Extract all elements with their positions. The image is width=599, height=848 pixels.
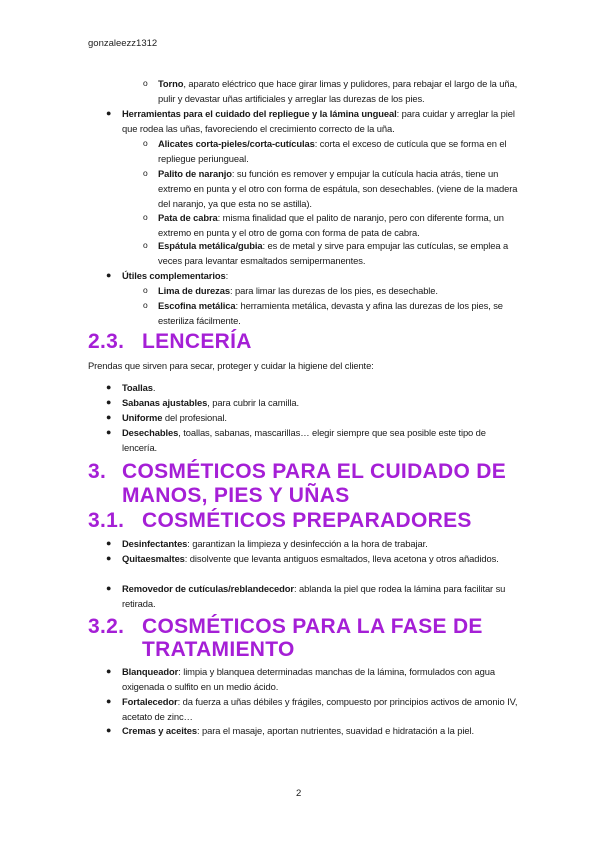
section-heading-3-2: 3.2. COSMÉTICOS PARA LA FASE DE TRATAMIENTO: [88, 615, 483, 661]
bullet-icon: ●: [106, 583, 112, 593]
bullet-icon: ●: [106, 553, 112, 563]
section-heading-3: 3. COSMÉTICOS PARA EL CUIDADO DE MANOS, PIES Y UÑAS: [88, 460, 507, 507]
author-username: gonzaleezz1312: [88, 38, 158, 49]
list-item: Desechables, toallas, sabanas, mascarillas… elegir siempre que sea posible este tipo de lencería.: [122, 427, 486, 453]
bullet-icon: ●: [106, 108, 112, 118]
circle-bullet-icon: o: [143, 138, 148, 148]
circle-bullet-icon: o: [143, 285, 148, 295]
list-item: Alicates corta-pieles/corta-cutículas: corta el exceso de cutícula que se forma en el repliegue periungueal.: [158, 138, 507, 164]
list-item: Espátula metálica/gubia: es de metal y sirve para empujar las cutículas, se emplea a veces para levantar esmaltados semipermanentes.: [158, 240, 509, 266]
bullet-icon: ●: [106, 270, 112, 280]
circle-bullet-icon: o: [143, 78, 148, 88]
bullet-icon: ●: [106, 696, 112, 706]
list-item: Quitaesmaltes: disolvente que levanta antiguos esmaltados, lleva acetona y otros añadidos.: [122, 553, 499, 564]
bullet-icon: ●: [106, 666, 112, 676]
list-item: Sabanas ajustables, para cubrir la camilla.: [122, 397, 300, 408]
list-item: Cremas y aceites: para el masaje, aportan nutrientes, suavidad e hidratación a la piel.: [122, 725, 474, 736]
section-intro: Prendas que sirven para secar, proteger y cuidar la higiene del cliente:: [88, 360, 374, 371]
list-item: Palito de naranjo: su función es remover y empujar la cutícula hacia atrás, tiene un extremo en punta y el otro con forma de espátula, son desechables. (viene de la madera del naranjo, ya que esta no se astilla).: [158, 168, 518, 209]
list-item: Desinfectantes: garantizan la limpieza y desinfección a la hora de trabajar.: [122, 538, 428, 549]
bullet-icon: ●: [106, 412, 112, 422]
circle-bullet-icon: o: [143, 240, 148, 250]
list-item: Fortalecedor: da fuerza a uñas débiles y frágiles, compuesto por principios activos de amonio IV, acetato de zinc…: [122, 696, 518, 722]
bullet-icon: ●: [106, 382, 112, 392]
list-item: Escofina metálica: herramienta metálica, devasta y afina las durezas de los pies, se esteriliza fácilmente.: [158, 300, 503, 326]
list-item: Pata de cabra: misma finalidad que el palito de naranjo, pero con diferente forma, un extremo en punta y el otro de goma con forma de pata de cabra.: [158, 212, 504, 238]
circle-bullet-icon: o: [143, 212, 148, 222]
list-item: Herramientas para el cuidado del repliegue y la lámina ungueal: para cuidar y arreglar la piel que rodea las uñas, favoreciendo el crecimiento correcto de la uña.: [122, 108, 515, 134]
list-item: Útiles complementarios:: [122, 270, 229, 281]
list-item: Blanqueador: limpia y blanquea determinadas manchas de la lámina, formulados con agua oxigenada o sulfito en un medio ácido.: [122, 666, 495, 692]
list-item: Lima de durezas: para limar las durezas de los pies, es desechable.: [158, 285, 438, 296]
list-item: Torno, aparato eléctrico que hace girar limas y pulidores, para rebajar el largo de la uña, pulir y devastar uñas artificiales y arreglar las durezas de los pies.: [158, 78, 518, 104]
list-item: Removedor de cutículas/reblandecedor: ablanda la piel que rodea la lámina para facilitar su retirada.: [122, 583, 506, 609]
circle-bullet-icon: o: [143, 300, 148, 310]
bullet-icon: ●: [106, 538, 112, 548]
section-heading-2-3: 2.3. LENCERÍA: [88, 330, 252, 353]
list-item: Uniforme del profesional.: [122, 412, 227, 423]
list-item: Toallas.: [122, 382, 156, 393]
circle-bullet-icon: o: [143, 168, 148, 178]
page-number: 2: [296, 788, 302, 799]
bullet-icon: ●: [106, 397, 112, 407]
bullet-icon: ●: [106, 427, 112, 437]
section-heading-3-1: 3.1. COSMÉTICOS PREPARADORES: [88, 509, 472, 532]
bullet-icon: ●: [106, 725, 112, 735]
